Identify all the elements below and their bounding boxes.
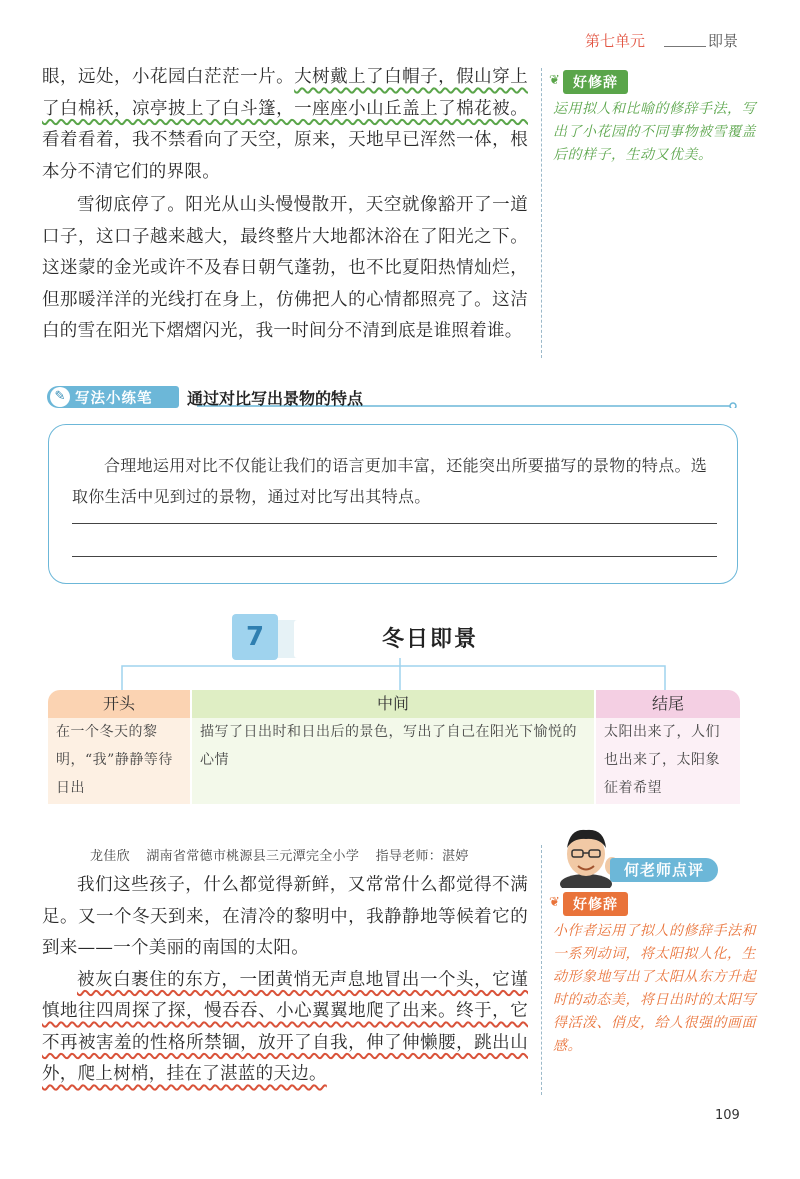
page-number: 109	[715, 1108, 740, 1123]
note-badge-1: 好修辞	[563, 70, 628, 94]
badge-wrap-2	[549, 892, 628, 916]
paragraph-1-end: 看着看着，我不禁看向了天空，原来，天地早已浑然一体，根本分不清它们的界限。	[42, 130, 528, 182]
author-name: 龙佳欣	[90, 849, 130, 864]
author-school: 湖南省常德市桃源县三元潭完全小学	[146, 849, 360, 864]
essay-body	[42, 870, 528, 1091]
outline-head-start: 开头	[48, 690, 190, 718]
outline-body-middle: 描写了日出时和日出后的景色，写出了自己在阳光下愉悦的心情	[200, 724, 577, 768]
header-topic: 即景	[708, 32, 739, 50]
teacher-label: 指导老师：	[375, 849, 443, 864]
pen-icon: ✎	[50, 387, 70, 407]
paragraph-2: 雪彻底停了。阳光从山头慢慢散开，天空就像豁开了一道口子，这口子越来越大，最终整片大地都沐浴在了阳光之下。这迷蒙的金光或许不及春日朝气蓬勃，也不比夏阳热情灿烂，但那暖洋洋的光线打在身上，仿佛把人的心情都照亮了。这洁白的雪在阳光下熠熠闪光，我一时间分不清到底是谁照着谁。	[42, 195, 528, 341]
leaf-icon: ❦	[549, 895, 560, 910]
teacher-review-label: 何老师点评	[610, 858, 718, 882]
highlighted-sentence-1: 大树戴上了白帽子，假山穿上了白棉袄，凉亭披上了白斗篷，一座座小山丘盖上了棉花被。	[42, 67, 528, 119]
note-badge-2: 好修辞	[563, 892, 628, 916]
outline-head-middle: 中间	[192, 690, 594, 718]
paragraph-1	[42, 62, 528, 188]
paragraph-3: 我们这些孩子，什么都觉得新鲜，又常常什么都觉得不满足。又一个冬天到来，在清冷的黎明中，我静静地等候着它的到来——一个美丽的南国的太阳。	[42, 875, 528, 958]
highlighted-sentence-2: 被灰白裹住的东方，一团黄悄无声息地冒出一个头，它谨慎地往四周探了探，慢吞吞、小心翼翼地爬了出来。终于，它不再被害羞的性格所禁锢，放开了自我，伸了伸懒腰，跳出山外，爬上树梢，挂在了湛蓝的天边。	[42, 969, 528, 1084]
header-divider	[664, 46, 706, 47]
paragraph-4	[42, 965, 528, 1091]
outline-body-start: 在一个冬天的黎明，“我”静静等待日出	[56, 724, 173, 796]
badge-wrap-1	[549, 70, 628, 94]
paragraph-1-start: 眼，远处，小花园白茫茫一片。	[42, 67, 295, 87]
author-line	[90, 845, 469, 864]
essay-title: 冬日即景	[294, 620, 566, 658]
note-text-1: 运用拟人和比喻的修辞手法，写出了小花园的不同事物被雪覆盖后的样子，生动又优美。	[553, 101, 756, 163]
outline-head-end: 结尾	[596, 690, 740, 718]
writing-line-1[interactable]	[72, 523, 717, 524]
note-good-rhetoric-1	[549, 70, 768, 167]
writing-line-2[interactable]	[72, 556, 717, 557]
practice-title: 通过对比写出景物的特点	[187, 389, 364, 408]
practice-title-bar	[47, 386, 737, 408]
essay-title-banner	[232, 614, 568, 660]
note-text-2: 小作者运用了拟人的修辞手法和一系列动词，将太阳拟人化，生动形象地写出了太阳从东方升起时的动态美，将日出时的太阳写得活泼、俏皮，给人很强的画面感。	[553, 923, 756, 1054]
note-good-rhetoric-2	[549, 892, 768, 1058]
essay-continuation	[42, 62, 528, 348]
leaf-icon: ❦	[549, 73, 560, 88]
practice-prompt: 合理地运用对比不仅能让我们的语言更加丰富，还能突出所要描写的景物的特点。选取你生活中见到过的景物，通过对比写出其特点。	[72, 456, 708, 506]
header-unit: 第七单元	[585, 32, 646, 50]
teacher-name: 湛婷	[442, 849, 469, 864]
essay-number-badge: 7	[232, 614, 278, 660]
margin-divider-bottom	[541, 845, 542, 1095]
outline-body-end: 太阳出来了，人们也出来了，太阳象征着希望	[604, 724, 720, 796]
margin-divider-top	[541, 68, 542, 358]
practice-label: 写法小练笔	[75, 391, 153, 407]
